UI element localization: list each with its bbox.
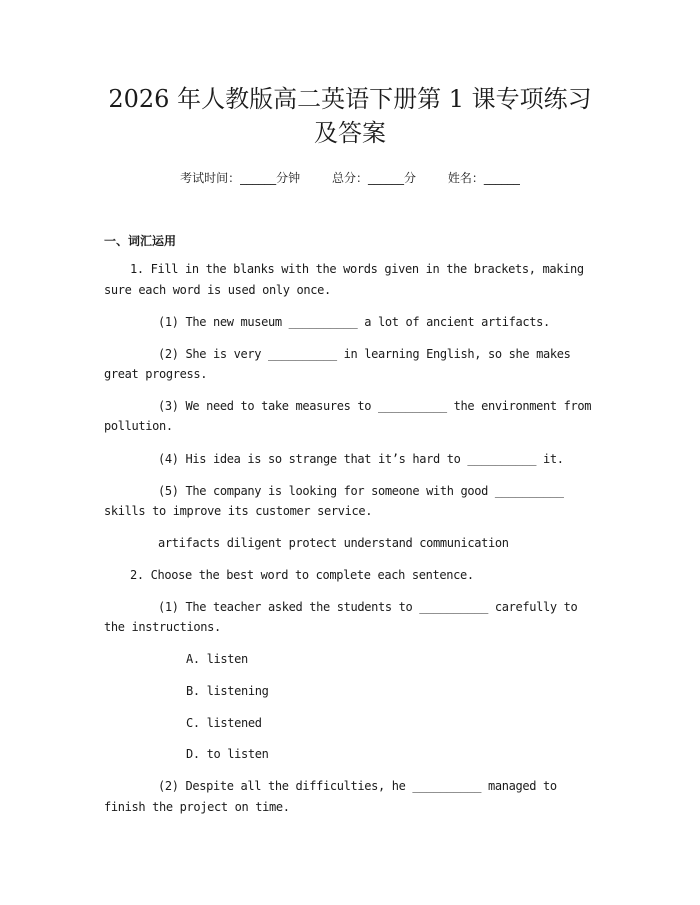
title-line-1: 2026 年人教版高二英语下册第 1 课专项练习	[108, 85, 592, 113]
exam-name	[448, 169, 520, 186]
exam-info-row	[0, 169, 700, 186]
q1-item-4: (4) His idea is so strange that it’s hard to __________ it.	[158, 452, 564, 466]
option-b: B. listening	[186, 684, 269, 698]
score-label: 总分：	[331, 171, 368, 185]
option-a: A. listen	[186, 652, 248, 666]
q2-item-2-cont: finish the project on time.	[104, 800, 290, 814]
name-blank: ______	[483, 171, 520, 185]
q1-item-1: (1) The new museum __________ a lot of ancient artifacts.	[158, 315, 550, 329]
score-unit: 分	[404, 171, 417, 185]
section-heading: 一、词汇运用	[104, 234, 177, 248]
exam-time	[180, 169, 300, 186]
document-title	[60, 82, 640, 150]
q2-item-2: (2) Despite all the difficulties, he __________ managed to	[158, 779, 557, 793]
q1-item-3: (3) We need to take measures to __________ the environment from	[158, 399, 592, 413]
q1-item-5: (5) The company is looking for someone with good __________	[158, 484, 564, 498]
q1-item-5-cont: skills to improve its customer service.	[104, 504, 373, 518]
title-line-2: 及答案	[314, 119, 386, 147]
name-label: 姓名：	[447, 171, 484, 185]
q2-item-1: (1) The teacher asked the students to __________ carefully to	[158, 600, 578, 614]
time-blank: ______	[240, 171, 277, 185]
q1-instruction-line-1: 1. Fill in the blanks with the words given in the brackets, making	[130, 262, 584, 276]
time-label: 考试时间：	[180, 171, 241, 185]
q2-item-1-cont: the instructions.	[104, 620, 221, 634]
q1-word-bank: artifacts diligent protect understand communication	[158, 536, 509, 550]
q1-item-3-cont: pollution.	[104, 419, 173, 433]
q1-item-2: (2) She is very __________ in learning English, so she makes	[158, 347, 571, 361]
q1-instruction-line-2: sure each word is used only once.	[104, 283, 331, 297]
score-blank: ______	[368, 171, 404, 185]
q1-item-2-cont: great progress.	[104, 367, 208, 381]
option-d: D. to listen	[186, 747, 269, 761]
q2-instruction: 2. Choose the best word to complete each sentence.	[130, 568, 474, 582]
exam-score	[332, 169, 416, 186]
time-unit: 分钟	[276, 171, 301, 185]
option-c: C. listened	[186, 716, 262, 730]
